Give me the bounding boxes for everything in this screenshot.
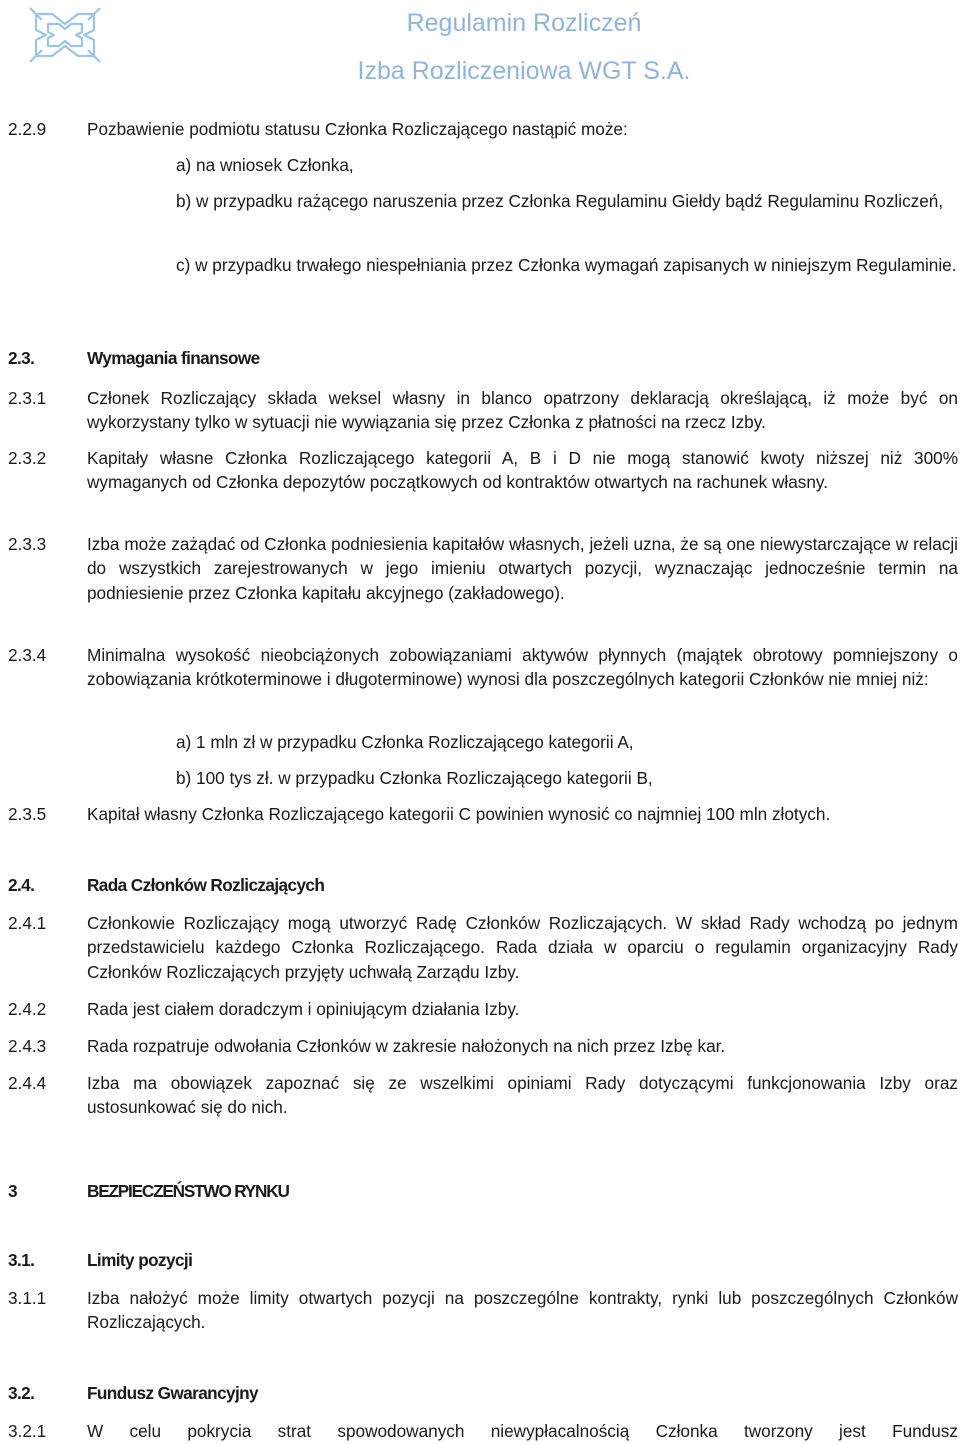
header-subtitle: Izba Rozliczeniowa WGT S.A. (357, 57, 691, 85)
section-title: Rada Członków Rozliczających (87, 875, 325, 895)
clause-text: Członkowie Rozliczający mogą utworzyć Radę Członków Rozliczających. W skład Rady wchodzą po jednym przedstawicielu każdego Członka Rozliczającego. Rada działa w oparciu o regulamin organizacyjny Rady Członków Rozliczających przyjęty uchwałą Zarządu Izby. (87, 913, 958, 982)
chapter-number: 3 (8, 1181, 17, 1201)
clause-text: Kapitały własne Członka Rozliczającego kategorii A, B i D nie mogą stanowić kwoty niższej niż 300% wymaganych od Członka depozytów początkowych od kontraktów otwartych na rachunek własny. (87, 448, 958, 493)
clause-text: Izba ma obowiązek zapoznać się ze wszelkimi opiniami Rady dotyczącymi funkcjonowania Izby oraz ustosunkować się do nich. (87, 1073, 958, 1118)
clause-number: 2.4.2 (8, 999, 47, 1019)
clause-number: 2.4.4 (8, 1073, 47, 1093)
clause-number: 2.3.5 (8, 804, 47, 824)
list-item: b) w przypadku rażącego naruszenia przez Członka Regulaminu Giełdy bądź Regulaminu Rozliczeń, (176, 191, 944, 211)
clause-number: 2.3.3 (8, 534, 47, 554)
clause-text: Izba może zażądać od Członka podniesienia kapitałów własnych, jeżeli uzna, że są one niewystarczające w relacji do wszystkich zarejestrowanych w jego imieniu otwartych pozycji, wyznaczając jednocześnie termin na podniesienie przez Członka kapitału akcyjnego (zakładowego). (87, 534, 958, 603)
clause-text: Rada rozpatruje odwołania Członków w zakresie nałożonych na nich przez Izbę kar. (87, 1036, 726, 1056)
chapter-title: BEZPIECZEŃSTWO RYNKU (87, 1181, 289, 1201)
clause-number: 2.4.1 (8, 913, 47, 933)
section-title: Limity pozycji (87, 1250, 193, 1270)
section-number: 2.3. (8, 348, 35, 368)
list-item: a) na wniosek Członka, (176, 155, 354, 175)
clause-text: Izba nałożyć może limity otwartych pozycji na poszczególne kontrakty, rynki lub poszczególnych Członków Rozliczających. (87, 1288, 958, 1333)
clause-text: Kapitał własny Członka Rozliczającego kategorii C powinien wynosić co najmniej 100 mln złotych. (87, 804, 831, 824)
list-item: c) w przypadku trwałego niespełniania przez Członka wymagań zapisanych w niniejszym Regulaminie. (176, 255, 957, 275)
clause-text: Pozbawienie podmiotu statusu Członka Rozliczającego nastąpić może: (87, 119, 628, 139)
clause-number: 2.4.3 (8, 1036, 47, 1056)
section-number: 2.4. (8, 875, 35, 895)
section-number: 3.1. (8, 1250, 35, 1270)
clause-number: 2.3.1 (8, 388, 47, 408)
clause-text: Minimalna wysokość nieobciążonych zobowiązaniami aktywów płynnych (majątek obrotowy pomniejszony o zobowiązania krótkoterminowe i długoterminowe) wynosi dla poszczególnych kategorii Członków nie mniej niż: (87, 645, 958, 690)
section-title: Fundusz Gwarancyjny (87, 1383, 259, 1403)
list-item: b) 100 tys zł. w przypadku Członka Rozliczającego kategorii B, (176, 768, 653, 788)
clause-number: 2.3.2 (8, 448, 47, 468)
clause-number: 2.3.4 (8, 645, 47, 665)
clause-number: 2.2.9 (8, 119, 47, 139)
clause-text: W celu pokrycia strat spowodowanych niewypłacalnością Członka tworzony jest Fundusz (87, 1421, 958, 1441)
clause-number: 3.2.1 (8, 1421, 47, 1441)
list-item: a) 1 mln zł w przypadku Członka Rozliczającego kategorii A, (176, 732, 634, 752)
section-title: Wymagania finansowe (87, 348, 260, 368)
clause-text: Rada jest ciałem doradczym i opiniującym działania Izby. (87, 999, 520, 1019)
clause-number: 3.1.1 (8, 1288, 47, 1308)
clause-text: Członek Rozliczający składa weksel własny in blanco opatrzony deklaracją określającą, iż może być on wykorzystany tylko w sytuacji nie wywiązania się przez Członka z płatności na rzecz Izby. (87, 388, 958, 433)
section-number: 3.2. (8, 1383, 35, 1403)
header-title: Regulamin Rozliczeń (406, 9, 642, 37)
